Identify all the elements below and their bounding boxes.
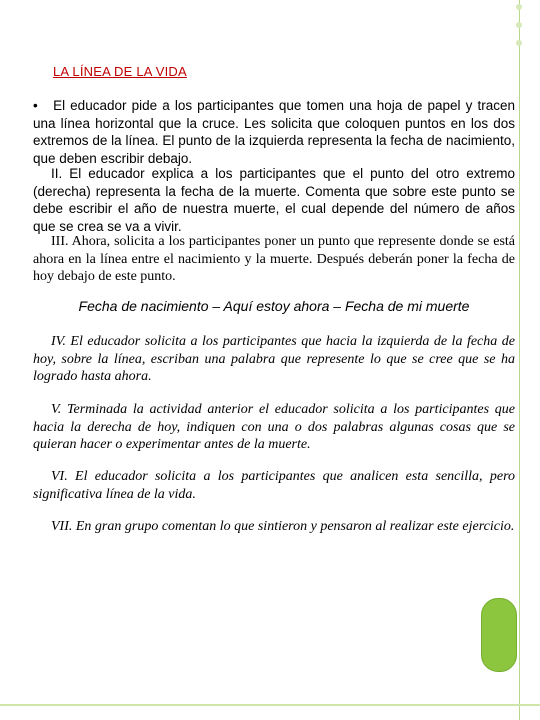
frame-dot [516,4,522,10]
paragraph-2 [33,165,515,235]
paragraph-5-text: V. Terminada la actividad anterior el educador solicita a los participantes que hacia la derecha de hoy, indiquen con una o dos palabras algunas cosas que se quieran hacer o experimentar antes de la muerte. [33,402,515,452]
paragraph-7-text: VII. En gran grupo comentan lo que sintieron y pensaron al realizar este ejercicio. [51,519,515,534]
paragraph-7 [33,518,515,536]
frame-bottom-border [0,704,540,706]
paragraph-4-text: IV. El educador solicita a los participantes que hacia la izquierda de la fecha de hoy, sobre la línea, escriban una palabra que represente lo que se cree que se ha logrado hasta ahora. [33,334,515,384]
paragraph-1 [33,97,515,167]
paragraph-6 [33,468,515,503]
paragraph-6-text: VI. El educador solicita a los participantes que analicen esta sencilla, pero significativa línea de la vida. [33,469,515,502]
paragraph-1-text: El educador pide a los participantes que tomen una hoja de papel y tracen una línea horizontal que la cruce. Les solicita que coloquen puntos en los dos extremos de la línea. El punto de la izquierda representa la fecha de nacimiento, que deben escribir debajo. [33,98,515,166]
paragraph-3 [33,233,515,286]
paragraph-3-text: III. Ahora, solicita a los participantes poner un punto que represente donde se está ahora en la línea entre el nacimiento y la muerte. Después deberán poner la fecha de hoy debajo de este punto. [33,234,515,284]
paragraph-4 [33,333,515,386]
paragraph-2-text: II. El educador explica a los participantes que el punto del otro extremo (derecha) representa la fecha de la muerte. Comenta que sobre este punto se debe escribir el año de nuestra muerte, el cual depende del número de años que se crea se va a vivir. [33,166,515,234]
frame-right-border [519,0,520,720]
document-title: LA LÍNEA DE LA VIDA [53,64,187,79]
line-labels: Fecha de nacimiento – Aquí estoy ahora – Fecha de mi muerte [78,298,470,314]
frame-dot [516,22,522,28]
frame-dot [516,40,522,46]
bullet: • [33,98,38,113]
decorative-green-pill [481,598,517,672]
paragraph-5 [33,401,515,454]
